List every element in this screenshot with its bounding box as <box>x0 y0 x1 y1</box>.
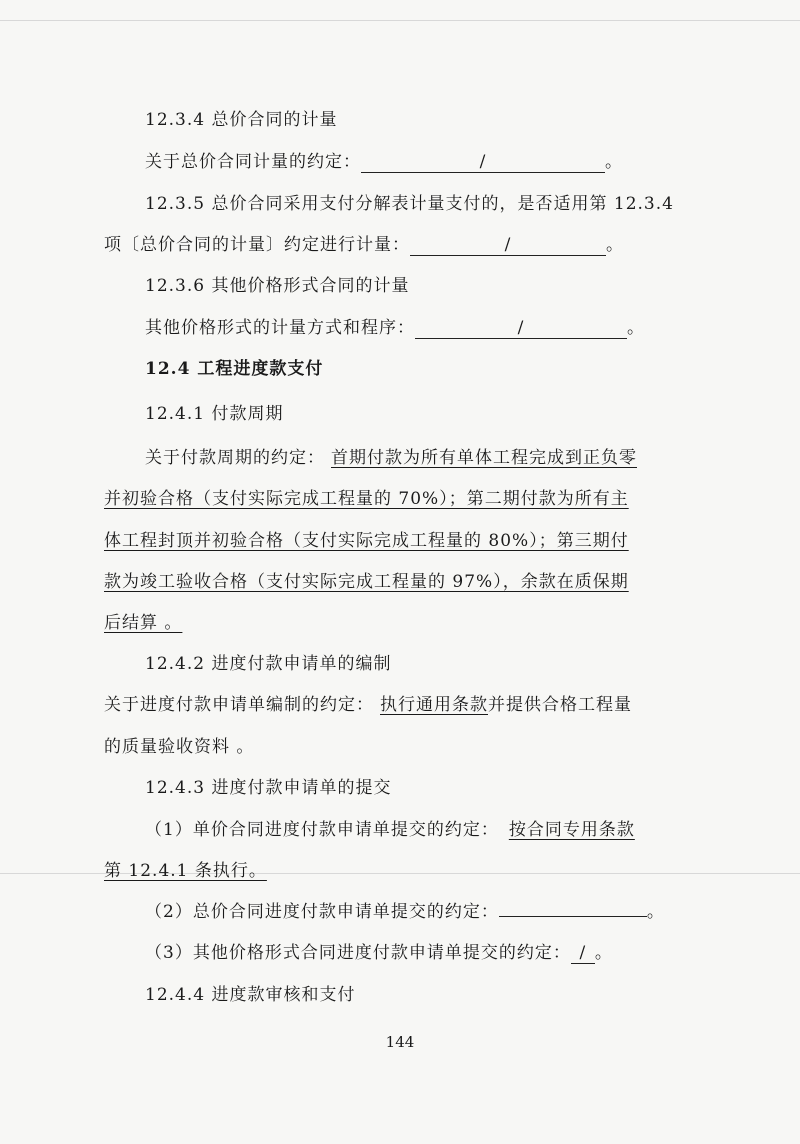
payment-cycle-line5: 后结算 。 <box>104 613 183 633</box>
label: 项〔总价合同的计量〕约定进行计量： <box>104 235 410 255</box>
label: （2）总价合同进度付款申请单提交的约定： <box>145 902 499 922</box>
heading-12-4: 12.4 工程进度款支付 <box>145 359 324 379</box>
other-price-measurement-agreement <box>145 316 645 340</box>
payment-cycle-line3: 体工程封顶并初验合格（支付实际完成工程量的 80%）；第三期付 <box>104 531 629 551</box>
blank-field: / <box>361 152 605 173</box>
submission-item-1-line2: 第 12.4.1 条执行。 <box>104 861 267 881</box>
submission-item-3 <box>145 941 613 965</box>
payment-cycle-line4: 款为竣工验收合格（支付实际完成工程量的 97%），余款在质保期 <box>104 572 629 592</box>
heading-12-4-4: 12.4.4 进度款审核和支付 <box>145 985 356 1005</box>
payment-cycle-line1 <box>145 446 637 470</box>
label: 关于进度付款申请单编制的约定： <box>104 695 374 715</box>
value: 按合同专用条款 <box>508 820 635 840</box>
application-preparation-line1 <box>104 693 632 717</box>
page-number: 144 <box>385 1033 415 1051</box>
period: 。 <box>606 235 624 255</box>
scan-edge-line <box>0 20 800 21</box>
label: （1）单价合同进度付款申请单提交的约定： <box>145 820 499 840</box>
clause-12-3-5-line1: 12.3.5 总价合同采用支付分解表计量支付的，是否适用第 12.3.4 <box>145 194 674 214</box>
heading-12-4-2: 12.4.2 进度付款申请单的编制 <box>145 654 392 674</box>
heading-12-3-6: 12.3.6 其他价格形式合同的计量 <box>145 276 410 296</box>
period: 。 <box>646 902 665 922</box>
period: 。 <box>605 152 623 172</box>
value: 首期付款为所有单体工程完成到正负零 <box>331 448 637 468</box>
blank-field: / <box>415 318 627 339</box>
period: 。 <box>594 943 613 963</box>
value-underlined: 执行通用条款 <box>380 695 488 715</box>
blank-field: / <box>571 943 595 964</box>
heading-12-4-3: 12.4.3 进度付款申请单的提交 <box>145 778 392 798</box>
label: 关于付款周期的约定： <box>145 448 325 468</box>
label: 关于总价合同计量的约定： <box>145 152 361 172</box>
blank-field: / <box>410 235 606 256</box>
clause-12-3-5-line2 <box>104 233 624 257</box>
blank-field <box>499 916 647 917</box>
label: 其他价格形式的计量方式和程序： <box>145 318 415 338</box>
heading-12-3-4: 12.3.4 总价合同的计量 <box>145 110 338 130</box>
application-preparation-line2: 的质量验收资料 。 <box>104 737 255 757</box>
period: 。 <box>627 318 645 338</box>
submission-item-2 <box>145 900 665 924</box>
submission-item-1 <box>145 818 635 842</box>
label: （3）其他价格形式合同进度付款申请单提交的约定： <box>145 943 571 963</box>
value-rest: 并提供合格工程量 <box>488 695 632 715</box>
total-price-measurement-agreement <box>145 150 623 174</box>
heading-12-4-1: 12.4.1 付款周期 <box>145 404 284 424</box>
payment-cycle-line2: 并初验合格（支付实际完成工程量的 70%）；第二期付款为所有主 <box>104 489 629 509</box>
